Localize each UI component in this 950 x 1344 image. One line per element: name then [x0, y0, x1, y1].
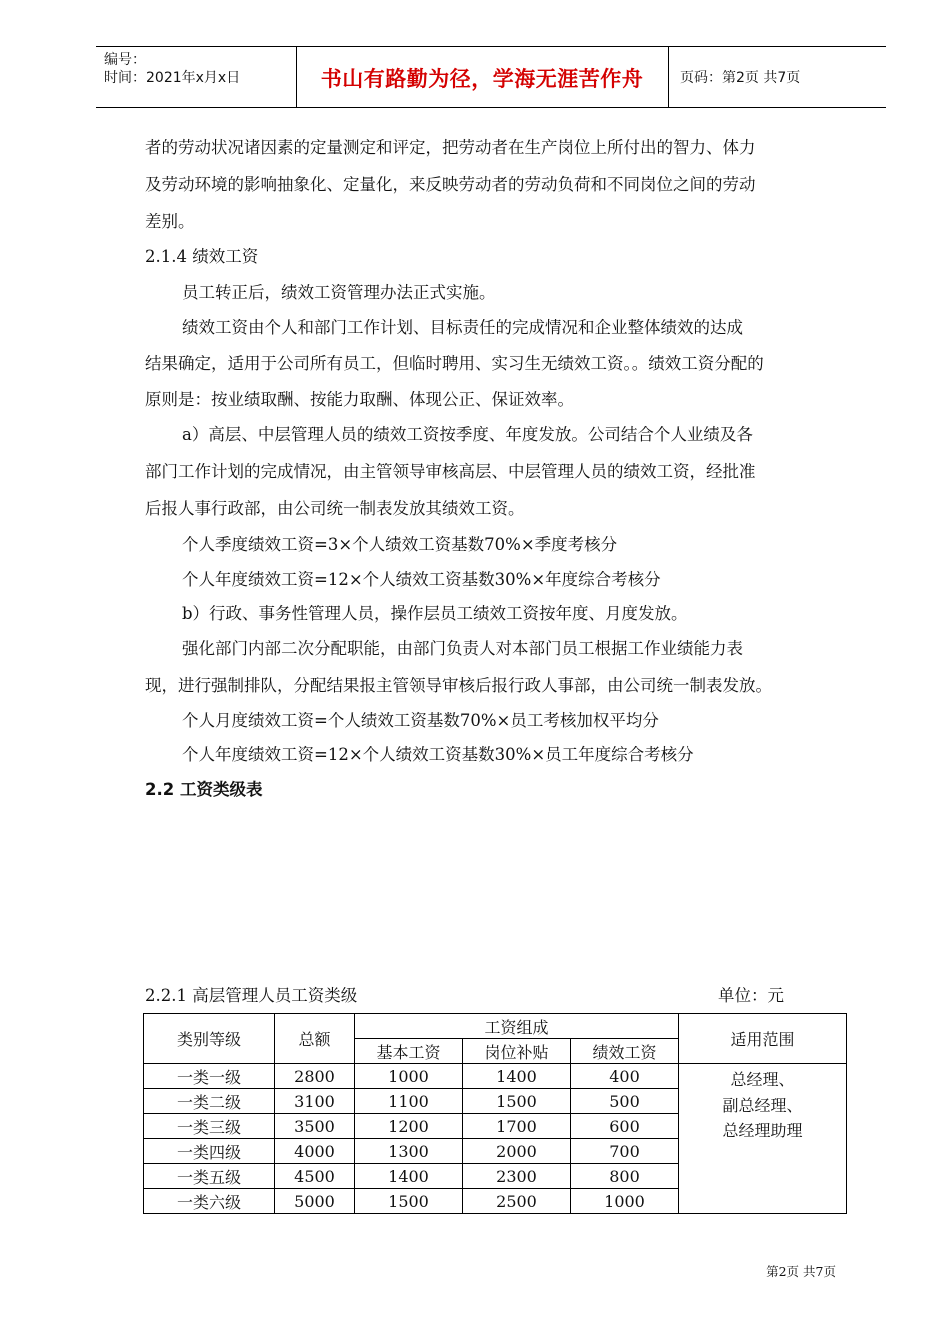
cell-category: 一类一级	[144, 1064, 275, 1089]
header-composition: 工资组成	[355, 1014, 679, 1039]
paragraph-line: 员工转正后，绩效工资管理办法正式实施。	[182, 283, 496, 302]
header-middle-cell	[296, 47, 669, 107]
cell-basic: 1100	[355, 1089, 463, 1114]
cell-category: 一类二级	[144, 1089, 275, 1114]
paragraph-line: 强化部门内部二次分配职能，由部门负责人对本部门员工根据工作业绩能力表	[182, 639, 743, 658]
header-total: 总额	[275, 1014, 355, 1064]
table-unit: 单位：元	[718, 986, 784, 1005]
cell-performance: 800	[571, 1164, 679, 1189]
subsection-heading: 2.1.4 绩效工资	[145, 247, 259, 266]
header-post-allowance: 岗位补贴	[463, 1039, 571, 1064]
cell-post: 1500	[463, 1089, 571, 1114]
cell-basic: 1400	[355, 1164, 463, 1189]
paragraph-line: 绩效工资由个人和部门工作计划、目标责任的完成情况和企业整体绩效的达成	[182, 318, 743, 337]
cell-performance: 700	[571, 1139, 679, 1164]
salary-grade-table	[143, 1013, 847, 1214]
scope-line: 副总经理、	[722, 1095, 803, 1115]
header-motto: 书山有路勤为径，学海无涯苦作舟	[320, 67, 644, 91]
cell-total: 3100	[275, 1089, 355, 1114]
header-page-info: 页码：第2页 共7页	[680, 70, 801, 86]
paragraph-line: 结果确定，适用于公司所有员工，但临时聘用、实习生无绩效工资。。绩效工资分配的	[145, 354, 764, 373]
paragraph-line: a）高层、中层管理人员的绩效工资按季度、年度发放。公司结合个人业绩及各	[182, 425, 753, 444]
cell-performance: 400	[571, 1064, 679, 1089]
cell-basic: 1500	[355, 1189, 463, 1214]
paragraph-line: b）行政、事务性管理人员，操作层员工绩效工资按年度、月度发放。	[182, 604, 688, 623]
paragraph-line: 者的劳动状况诸因素的定量测定和评定，把劳动者在生产岗位上所付出的智力、体力	[145, 138, 756, 157]
paragraph-line: 现，进行强制排队，分配结果报主管领导审核后报行政人事部，由公司统一制表发放。	[145, 676, 772, 695]
header-basic-salary: 基本工资	[355, 1039, 463, 1064]
cell-total: 3500	[275, 1114, 355, 1139]
paragraph-line: 及劳动环境的影响抽象化、定量化，来反映劳动者的劳动负荷和不同岗位之间的劳动	[145, 175, 756, 194]
header-category: 类别等级	[144, 1014, 275, 1064]
cell-post: 1400	[463, 1064, 571, 1089]
cell-total: 4500	[275, 1164, 355, 1189]
table-row	[144, 1064, 847, 1089]
cell-post: 1700	[463, 1114, 571, 1139]
scope-line: 总经理、	[730, 1070, 795, 1089]
cell-total: 5000	[275, 1189, 355, 1214]
scope-line: 总经理助理	[722, 1121, 803, 1140]
cell-total: 2800	[275, 1064, 355, 1089]
cell-category: 一类六级	[144, 1189, 275, 1214]
cell-performance: 600	[571, 1114, 679, 1139]
formula-line: 个人年度绩效工资=12×个人绩效工资基数30%×员工年度综合考核分	[182, 745, 694, 764]
header-right-cell	[668, 47, 886, 107]
cell-basic: 1200	[355, 1114, 463, 1139]
header-left-cell	[96, 47, 297, 107]
section-heading: 2.2 工资类级表	[145, 780, 263, 799]
cell-basic: 1000	[355, 1064, 463, 1089]
table-caption: 2.2.1 高层管理人员工资类级	[145, 986, 358, 1005]
time-label: 时间：2021年x月x日	[104, 70, 241, 86]
number-label: 编号：	[104, 52, 146, 68]
formula-line: 个人季度绩效工资=3×个人绩效工资基数70%×季度考核分	[182, 535, 618, 554]
paragraph-line: 后报人事行政部，由公司统一制表发放其绩效工资。	[145, 499, 525, 518]
paragraph-line: 原则是：按业绩取酬、按能力取酬、体现公正、保证效率。	[145, 390, 574, 409]
cell-category: 一类五级	[144, 1164, 275, 1189]
cell-category: 一类三级	[144, 1114, 275, 1139]
cell-basic: 1300	[355, 1139, 463, 1164]
cell-performance: 500	[571, 1089, 679, 1114]
cell-category: 一类四级	[144, 1139, 275, 1164]
cell-scope	[679, 1064, 847, 1214]
formula-line: 个人年度绩效工资=12×个人绩效工资基数30%×年度综合考核分	[182, 570, 661, 589]
cell-performance: 1000	[571, 1189, 679, 1214]
page-footer: 第2页 共7页	[766, 1264, 836, 1279]
paragraph-line: 差别。	[145, 212, 195, 231]
page-header	[96, 46, 886, 108]
header-performance-salary: 绩效工资	[571, 1039, 679, 1064]
header-scope: 适用范围	[679, 1014, 847, 1064]
cell-post: 2500	[463, 1189, 571, 1214]
formula-line: 个人月度绩效工资=个人绩效工资基数70%×员工考核加权平均分	[182, 711, 659, 730]
cell-total: 4000	[275, 1139, 355, 1164]
cell-post: 2300	[463, 1164, 571, 1189]
paragraph-line: 部门工作计划的完成情况，由主管领导审核高层、中层管理人员的绩效工资，经批准	[145, 462, 756, 481]
cell-post: 2000	[463, 1139, 571, 1164]
